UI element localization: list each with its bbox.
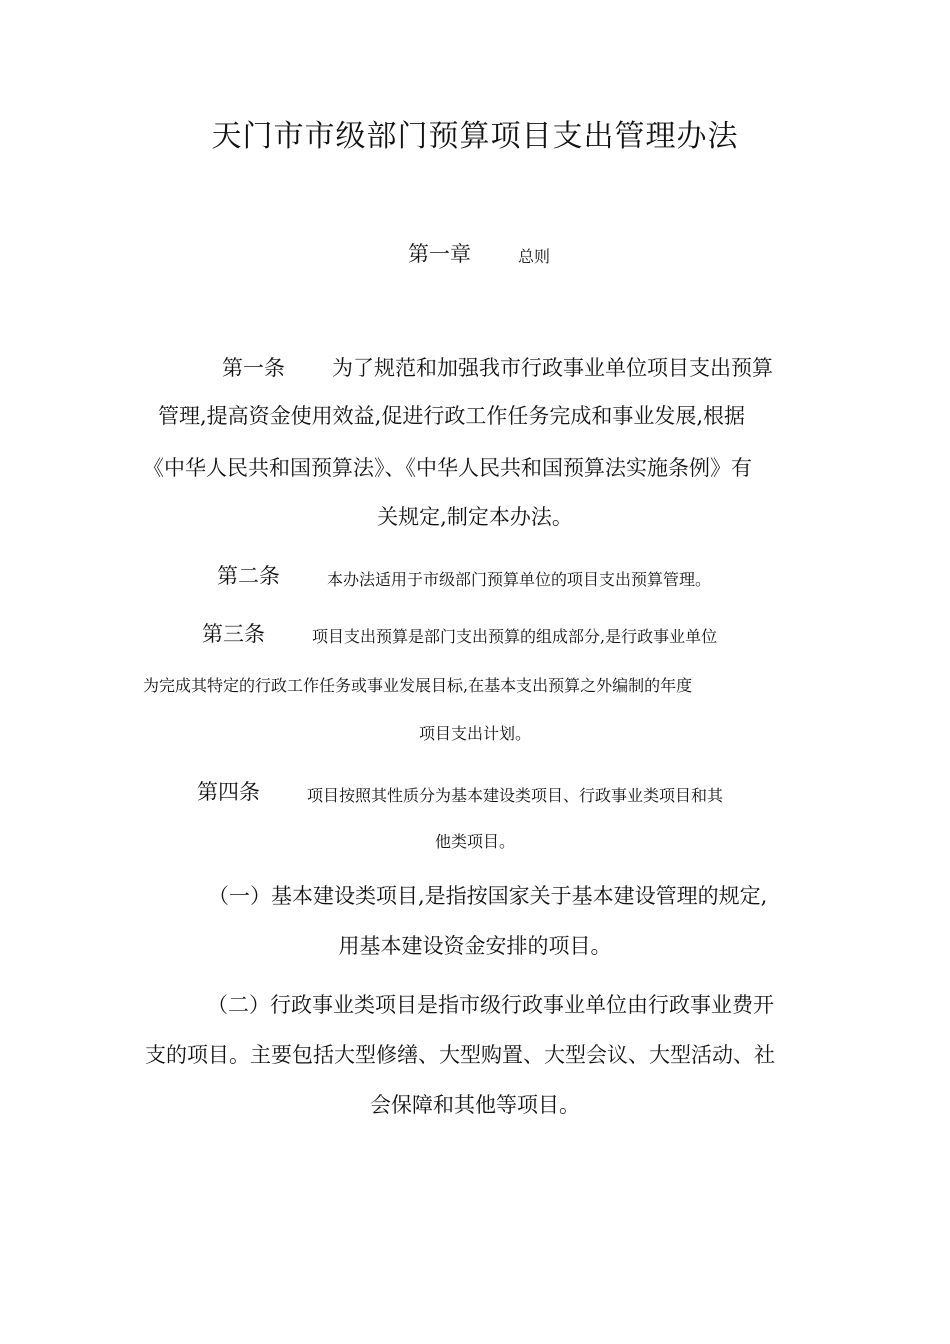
- article-3-line-2: 为完成其特定的行政工作任务或事业发展目标,在基本支出预算之外编制的年度: [143, 676, 693, 695]
- article-3-line-3: 项目支出计划。: [418, 724, 531, 743]
- article-3-line-1: 项目支出预算是部门支出预算的组成部分,是行政事业单位: [312, 627, 718, 646]
- item-2-line-1: （二）行政事业类项目是指市级行政事业单位由行政事业费开: [207, 993, 774, 1017]
- chapter-name: 总则: [518, 247, 551, 266]
- article-1-line-4: 关规定,制定本办法。: [377, 505, 573, 529]
- chapter-number: 第一章: [408, 242, 471, 266]
- article-4-label: 第四条: [197, 780, 260, 804]
- article-1-line-1: 为了规范和加强我市行政事业单位项目支出预算: [332, 356, 773, 380]
- item-2-line-2: 支的项目。主要包括大型修缮、大型购置、大型会议、大型活动、社: [145, 1043, 775, 1067]
- article-2-line-1: 本办法适用于市级部门预算单位的项目支出预算管理。: [327, 570, 712, 589]
- article-1-line-3: 《中华人民共和国预算法》、《中华人民共和国预算法实施条例》有: [143, 456, 752, 480]
- article-4-line-2: 他类项目。: [434, 832, 515, 851]
- document-title: 天门市市级部门预算项目支出管理办法: [211, 119, 739, 154]
- article-2-label: 第二条: [217, 564, 280, 588]
- article-1-line-2: 管理,提高资金使用效益,促进行政工作任务完成和事业发展,根据: [158, 404, 746, 428]
- article-1-label: 第一条: [222, 356, 285, 380]
- item-1-line-1: （一）基本建设类项目,是指按国家关于基本建设管理的规定,: [208, 884, 768, 908]
- item-2-line-3: 会保障和其他等项目。: [370, 1093, 580, 1117]
- article-3-label: 第三条: [202, 622, 265, 646]
- item-1-line-2: 用基本建设资金安排的项目。: [338, 934, 612, 958]
- article-4-line-1: 项目按照其性质分为基本建设类项目、行政事业类项目和其: [307, 786, 724, 805]
